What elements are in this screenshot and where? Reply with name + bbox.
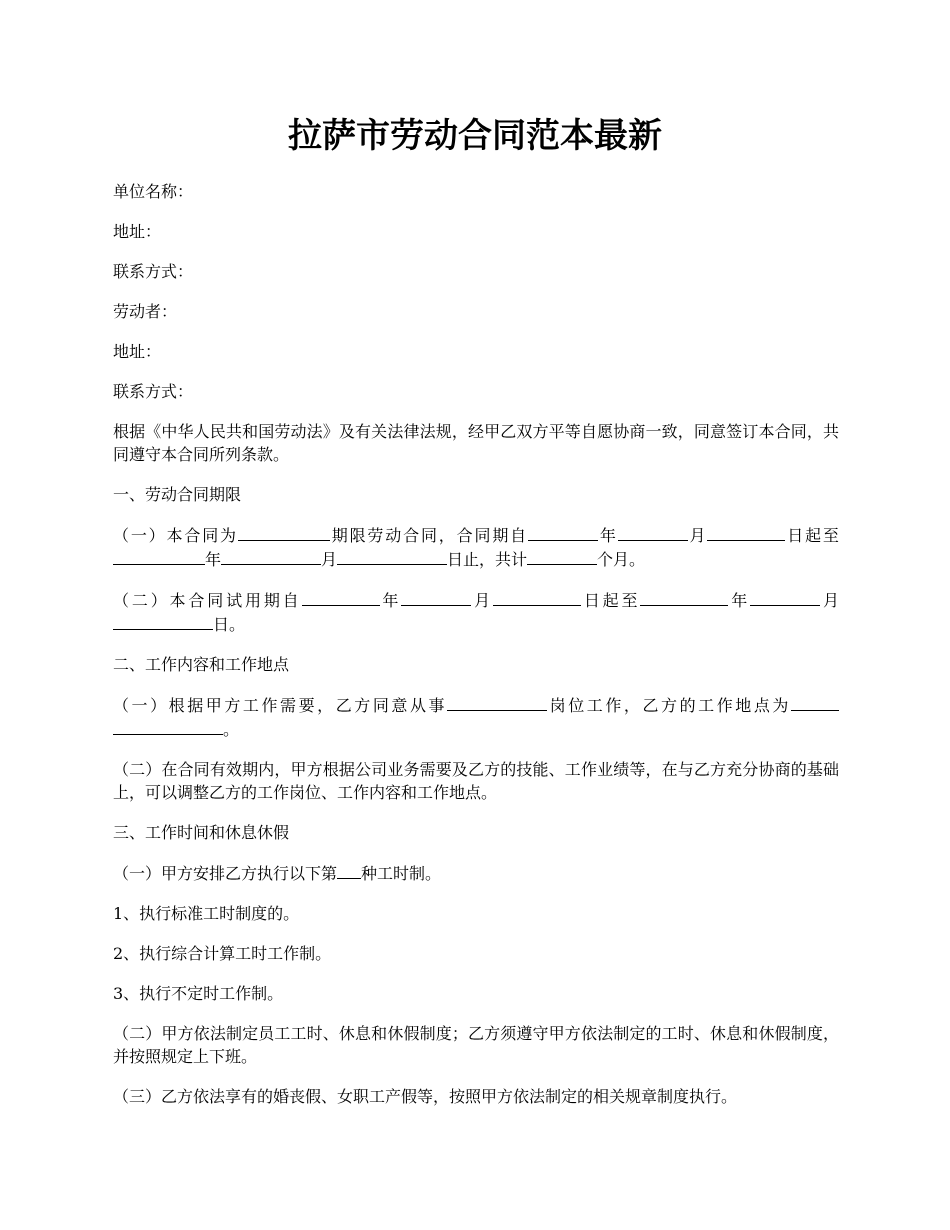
clause-text: 年: [379, 591, 402, 610]
employee-name-field: 劳动者：: [113, 302, 178, 321]
blank-line: [221, 547, 321, 565]
clause-text: 年: [598, 526, 618, 545]
clause-text: 月: [820, 591, 839, 610]
employee-address-field: 地址：: [113, 342, 162, 361]
clause-rest-system: （二）甲方依法制定员工工时、休息和休假制度；乙方须遵守甲方依法制定的工时、休息和休假制度，并按照规定上下班。: [113, 1024, 839, 1066]
clause-text: 种工时制。: [361, 864, 442, 883]
clause-text: 日。: [213, 615, 246, 634]
blank-line: [493, 588, 581, 606]
blank-line: [707, 523, 785, 541]
clause-text: （二）本合同试用期自: [113, 591, 302, 610]
clause-text: （一）本合同为: [113, 526, 238, 545]
option-item: 3、执行不定时工作制。: [113, 984, 284, 1003]
blank-line: [447, 693, 547, 711]
document-title: 拉萨市劳动合同范本最新: [288, 116, 662, 156]
blank-line: [337, 861, 361, 879]
blank-line: [401, 588, 471, 606]
section-heading-work: 二、工作内容和工作地点: [113, 655, 290, 674]
preamble-paragraph: 根据《中华人民共和国劳动法》及有关法律法规，经甲乙双方平等自愿协商一致，同意签订本合同，共同遵守本合同所列条款。: [113, 422, 839, 464]
clause-probation: [113, 588, 839, 636]
clause-text: 岗位工作，乙方的工作地点为: [547, 696, 791, 715]
clause-text: 日起至: [785, 526, 839, 545]
clause-work-adjustment: （二）在合同有效期内，甲方根据公司业务需要及乙方的技能、工作业绩等，在与乙方充分协商的基础上，可以调整乙方的工作岗位、工作内容和工作地点。: [113, 760, 839, 802]
clause-text: 月: [687, 526, 708, 545]
clause-text: （一）根据甲方工作需要，乙方同意从事: [113, 696, 448, 715]
clause-text: 年: [205, 550, 222, 569]
clause-text: 个月。: [597, 550, 646, 569]
blank-line: [528, 523, 598, 541]
clause-text: 日止，共计: [447, 550, 528, 569]
employer-contact-field: 联系方式：: [113, 262, 194, 281]
document-body: [113, 180, 839, 1125]
blank-line: [302, 588, 380, 606]
clause-work-position: [113, 693, 839, 741]
clause-text: 。: [223, 720, 240, 739]
clause-text: （一）甲方安排乙方执行以下第: [113, 864, 338, 883]
blank-line: [113, 547, 205, 565]
clause-hours-system: [113, 861, 839, 885]
employer-name-field: 单位名称：: [113, 182, 194, 201]
clause-text: 期限劳动合同，合同期自: [329, 526, 529, 545]
employer-address-field: 地址：: [113, 222, 162, 241]
clause-text: 日起至: [580, 591, 641, 610]
blank-line: [337, 547, 447, 565]
clause-text: 月: [321, 550, 338, 569]
employee-contact-field: 联系方式：: [113, 382, 194, 401]
blank-line: [113, 717, 223, 735]
section-heading-hours: 三、工作时间和休息休假: [113, 823, 290, 842]
blank-line: [113, 612, 213, 630]
option-item: 1、执行标准工时制度的。: [113, 904, 300, 923]
blank-line: [791, 693, 839, 711]
blank-line: [640, 588, 728, 606]
blank-line: [527, 547, 597, 565]
clause-contract-term: [113, 523, 839, 571]
blank-line: [238, 523, 330, 541]
blank-line: [750, 588, 820, 606]
section-heading-term: 一、劳动合同期限: [113, 485, 242, 504]
option-item: 2、执行综合计算工时工作制。: [113, 944, 332, 963]
blank-line: [618, 523, 688, 541]
clause-leave: （三）乙方依法享有的婚丧假、女职工产假等，按照甲方依法制定的相关规章制度执行。: [113, 1087, 738, 1106]
clause-text: 月: [471, 591, 493, 610]
clause-text: 年: [728, 591, 751, 610]
